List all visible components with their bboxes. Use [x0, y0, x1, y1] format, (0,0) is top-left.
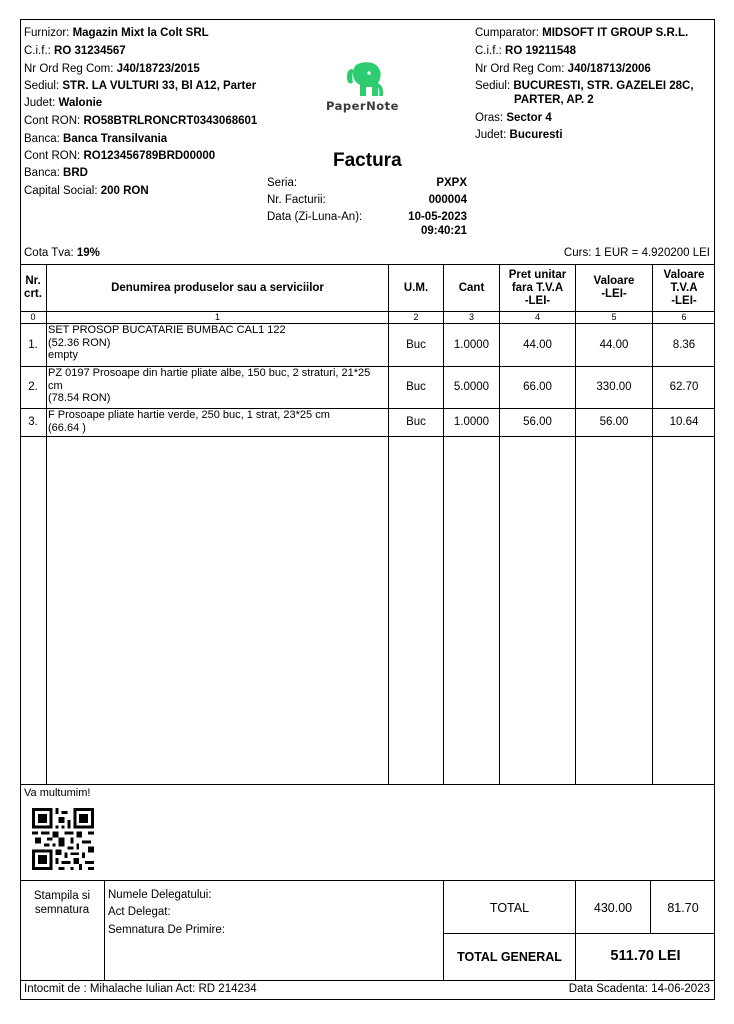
buyer-city-label: Oras: [475, 112, 504, 124]
buyer-reg-label: Nr Ord Reg Com: [475, 63, 565, 75]
row-value: 44.00 [599, 339, 629, 351]
supplier-bank1-label: Banca: [24, 133, 60, 145]
supplier-account1-row [24, 115, 257, 127]
total-general-value: 511.70 LEI [610, 948, 681, 964]
row-qty: 1.0000 [453, 416, 490, 428]
buyer-cif: RO 19211548 [505, 45, 577, 57]
row-value: 330.00 [596, 381, 632, 393]
header-vat: Valoare T.V.A -LEI- [663, 268, 705, 307]
row3-bottom-border [20, 436, 715, 437]
supplier-capital-label: Capital Social: [24, 185, 98, 197]
supplier-bank1-row [24, 133, 167, 145]
buyer-cif-row [475, 45, 576, 57]
buyer-seat-line1: BUCURESTI, STR. GAZELEI 28C, [513, 80, 694, 92]
buyer-city: Sector 4 [506, 112, 552, 124]
series-value: PXPX [436, 177, 467, 189]
supplier-bank2-row [24, 167, 88, 179]
row-description: PZ 0197 Prosoape din hartie pliate albe, 150 buc, 2 straturi, 21*25 cm (78.54 RON) [48, 367, 371, 404]
totals-divider [575, 880, 576, 980]
stamp-divider [104, 880, 105, 980]
buyer-name: MIDSOFT IT GROUP S.R.L. [542, 27, 689, 39]
supplier-account1-label: Cont RON: [24, 115, 81, 127]
supplier-name: Magazin Mixt la Colt SRL [72, 27, 209, 39]
invoice-date-label: Data (Zi-Luna-An): [267, 211, 363, 223]
invoice-title: Factura [333, 150, 402, 171]
vat-rate-label: Cota Tva: [24, 247, 74, 259]
row-unit-price: 44.00 [523, 339, 552, 351]
header-nr: Nr. crt. [24, 275, 42, 300]
row-vat: 62.70 [669, 381, 699, 393]
supplier-seat-label: Sediul: [24, 80, 60, 92]
supplier-county-label: Judet: [24, 97, 56, 109]
supplier-name-label: Furnizor: [24, 27, 70, 39]
buyer-reg-row [475, 63, 651, 75]
total-general-top-border [443, 933, 715, 934]
delegate-name-label: Numele Delegatului: [108, 889, 212, 901]
buyer-reg: J40/18713/2006 [567, 63, 651, 75]
invoice-time-value: 09:40:21 [420, 225, 467, 237]
row-vat: 8.36 [672, 339, 696, 351]
col-number: 2 [413, 312, 419, 322]
buyer-name-label: Cumparator: [475, 27, 539, 39]
header-description: Denumirea produselor sau a serviciilor [111, 281, 324, 294]
buyer-county-row [475, 129, 563, 141]
col-divider [46, 264, 47, 784]
supplier-cif: RO 31234567 [54, 45, 126, 57]
row-number: 1. [28, 339, 38, 351]
vat-rate-row [24, 247, 100, 259]
receipt-signature-label: Semnatura De Primire: [108, 924, 225, 936]
supplier-county: Walonie [58, 97, 103, 109]
footer-top-border [20, 980, 715, 981]
totals-divider [443, 880, 444, 980]
row-vat: 10.64 [669, 416, 699, 428]
supplier-account2-label: Cont RON: [24, 150, 81, 162]
header-um: U.M. [403, 281, 429, 294]
invoice-date-value: 10-05-2023 [408, 211, 467, 223]
row-qty: 5.0000 [453, 381, 490, 393]
col-number: 4 [534, 312, 540, 322]
signature-top-border [20, 880, 715, 881]
total-vat: 81.70 [667, 901, 699, 915]
thank-you-note: Va multumim! [24, 787, 91, 799]
row-number: 3. [28, 416, 38, 428]
row-unit-price: 56.00 [523, 416, 552, 428]
header-value: Valoare -LEI- [593, 275, 635, 300]
supplier-capital: 200 RON [100, 185, 149, 197]
total-value: 430.00 [593, 901, 633, 915]
buyer-seat-label: Sediul: [475, 80, 511, 92]
row-um: Buc [406, 381, 426, 393]
buyer-cif-label: C.i.f.: [475, 45, 502, 57]
col-number: 1 [214, 312, 220, 322]
total-label: TOTAL [489, 901, 530, 915]
row-um: Buc [406, 339, 426, 351]
papernote-logo-icon [344, 61, 388, 102]
qr-code-icon [32, 808, 94, 873]
supplier-reg-row [24, 63, 200, 75]
table-bottom-border [20, 784, 715, 785]
issued-by: Intocmit de : Mihalache Iulian Act: RD 214234 [24, 983, 257, 995]
row-description: SET PROSOP BUCATARIE BUMBAC CAL1 122 (52.36 RON) empty [48, 324, 286, 361]
supplier-bank2-label: Banca: [24, 167, 60, 179]
stamp-label: Stampila si semnatura [33, 890, 91, 916]
buyer-county-label: Judet: [475, 129, 507, 141]
header-qty: Cant [458, 281, 485, 294]
supplier-name-row [24, 27, 209, 39]
row-value: 56.00 [599, 416, 629, 428]
vat-rate-value: 19% [76, 247, 100, 259]
supplier-bank1: Banca Transilvania [63, 133, 168, 145]
supplier-capital-row [24, 185, 149, 197]
exchange-rate: Curs: 1 EUR = 4.920200 LEI [563, 247, 710, 259]
row-um: Buc [406, 416, 426, 428]
invoice-number-label: Nr. Facturii: [267, 194, 326, 206]
supplier-bank2: BRD [63, 167, 88, 179]
supplier-reg-label: Nr Ord Reg Com: [24, 63, 114, 75]
buyer-name-row [475, 27, 688, 39]
row-number: 2. [28, 381, 38, 393]
series-label: Seria: [267, 177, 298, 189]
invoice-number-value: 000004 [428, 194, 467, 206]
col-number: 3 [468, 312, 474, 322]
buyer-seat-row [475, 80, 694, 92]
due-date: Data Scadenta: 14-06-2023 [568, 983, 710, 995]
supplier-reg: J40/18723/2015 [116, 63, 200, 75]
logo-text: PaperNote [326, 99, 399, 113]
supplier-seat-row [24, 80, 256, 92]
buyer-county: Bucuresti [509, 129, 563, 141]
buyer-seat-line2: PARTER, AP. 2 [514, 94, 594, 106]
total-general-label: TOTAL GENERAL [457, 950, 562, 964]
row-unit-price: 66.00 [523, 381, 552, 393]
supplier-account1: RO58BTRLRONCRT0343068601 [83, 115, 258, 127]
col-number: 5 [611, 312, 617, 322]
buyer-city-row [475, 112, 552, 124]
supplier-cif-label: C.i.f.: [24, 45, 51, 57]
col-number: 0 [30, 312, 36, 322]
delegate-act-label: Act Delegat: [108, 906, 171, 918]
supplier-account2-row [24, 150, 215, 162]
supplier-cif-row [24, 45, 126, 57]
supplier-seat: STR. LA VULTURI 33, Bl A12, Parter [62, 80, 257, 92]
row-description: F Prosoape pliate hartie verde, 250 buc, 1 strat, 23*25 cm (66.64 ) [48, 409, 330, 434]
col-number: 6 [681, 312, 687, 322]
supplier-account2: RO123456789BRD00000 [83, 150, 216, 162]
header-unit-price: Pret unitar fara T.V.A -LEI- [508, 268, 567, 307]
row-qty: 1.0000 [453, 339, 490, 351]
supplier-county-row [24, 97, 102, 109]
